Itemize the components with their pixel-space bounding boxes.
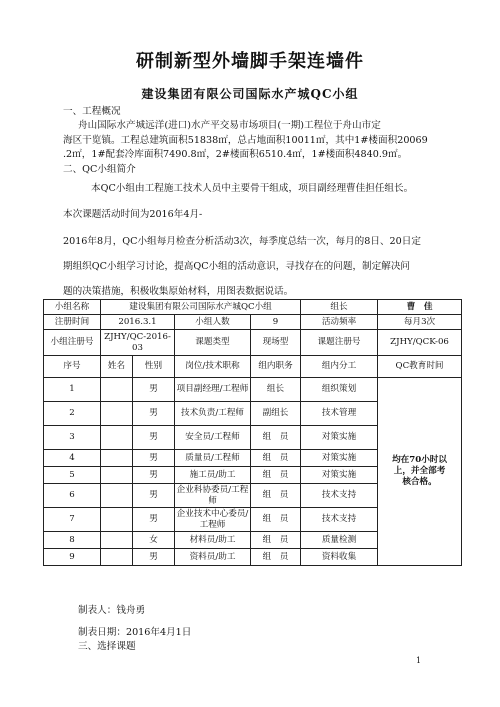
member-duty: 组织策划 xyxy=(301,378,378,402)
value-leader: 曹 佳 xyxy=(378,300,462,315)
member-title: 安全员/工程师 xyxy=(175,426,251,450)
member-no: 3 xyxy=(44,426,101,450)
member-gender: 男 xyxy=(133,467,175,484)
table-row-topic xyxy=(44,330,462,356)
activity-line-4: 题的决策措施，积极收集原始材料，用图表数据说话。 xyxy=(63,286,294,297)
member-role: 组 员 xyxy=(251,484,301,508)
member-title: 质量员/工程师 xyxy=(175,450,251,467)
member-title: 企业技术中心委员/工程师 xyxy=(175,508,251,532)
section-1-line-1: 舟山国际水产城远洋(进口)水产平交易市场项目(一期)工程位于舟山市定 xyxy=(78,120,381,131)
member-duty: 对策实施 xyxy=(301,467,378,484)
header-duty: 组内分工 xyxy=(301,356,378,378)
document-title: 研制新型外墙脚手架连墙件 xyxy=(136,51,364,72)
section-3-heading: 三、选择课题 xyxy=(78,641,136,652)
member-title: 企业科协委员/工程师 xyxy=(175,484,251,508)
member-no: 4 xyxy=(44,450,101,467)
member-name xyxy=(101,426,133,450)
document-subtitle: 建设集团有限公司国际水产城QC小组 xyxy=(141,87,359,101)
header-role: 组内职务 xyxy=(251,356,301,378)
label-member-count: 小组人数 xyxy=(175,315,251,330)
table-row-group-name xyxy=(44,300,462,315)
member-role: 组长 xyxy=(251,378,301,402)
member-title: 技术负责/工程师 xyxy=(175,402,251,426)
member-no: 8 xyxy=(44,532,101,549)
member-role: 组 员 xyxy=(251,450,301,467)
member-duty: 对策实施 xyxy=(301,426,378,450)
member-duty: 对策实施 xyxy=(301,450,378,467)
member-duty: 资料收集 xyxy=(301,549,378,566)
member-no: 1 xyxy=(44,378,101,402)
member-role: 组 员 xyxy=(251,467,301,484)
member-no: 9 xyxy=(44,549,101,566)
label-leader: 组长 xyxy=(301,300,378,315)
header-name: 姓名 xyxy=(101,356,133,378)
member-gender: 男 xyxy=(133,450,175,467)
header-education: QC教育时间 xyxy=(378,356,462,378)
table-row xyxy=(44,378,462,402)
member-no: 5 xyxy=(44,467,101,484)
member-name xyxy=(101,532,133,549)
label-group-reg-no: 小组注册号 xyxy=(44,330,101,356)
member-role: 组 员 xyxy=(251,549,301,566)
value-frequency: 每月3次 xyxy=(378,315,462,330)
member-duty: 技术支持 xyxy=(301,484,378,508)
member-duty: 技术管理 xyxy=(301,402,378,426)
member-title: 资料员/助工 xyxy=(175,549,251,566)
section-1-line-3: .2㎡，1#配套冷库面积7490.8㎡，2#楼面积6510.4㎡，1#楼面积4840.9㎡。 xyxy=(63,149,408,160)
page-number: 1 xyxy=(416,656,422,665)
table-maker: 制表人：钱舟勇 xyxy=(78,605,146,616)
member-gender: 男 xyxy=(133,426,175,450)
member-title: 施工员/助工 xyxy=(175,467,251,484)
value-register-time: 2016.3.1 xyxy=(101,315,175,330)
label-topic-reg-no: 课题注册号 xyxy=(301,330,378,356)
member-gender: 女 xyxy=(133,532,175,549)
table-header-row xyxy=(44,356,462,378)
member-role: 组 员 xyxy=(251,426,301,450)
member-name xyxy=(101,549,133,566)
member-gender: 男 xyxy=(133,402,175,426)
activity-line-1: 本次课题活动时间为2016年4月- xyxy=(63,209,203,220)
label-frequency: 活动频率 xyxy=(301,315,378,330)
member-title: 项目副经理/工程师 xyxy=(175,378,251,402)
member-no: 7 xyxy=(44,508,101,532)
value-group-reg-no: ZJHY/QC-2016-03 xyxy=(101,330,175,356)
section-1-line-2: 海区干览镇。工程总建筑面积51838㎡，总占地面积10011㎡，其中1#楼面积20069 xyxy=(63,135,428,146)
member-role: 副组长 xyxy=(251,402,301,426)
member-name xyxy=(101,508,133,532)
header-title: 岗位/技术职称 xyxy=(175,356,251,378)
member-no: 6 xyxy=(44,484,101,508)
member-gender: 男 xyxy=(133,549,175,566)
value-group-name: 建设集团有限公司国际水产城QC小组 xyxy=(101,300,301,315)
header-gender: 性别 xyxy=(133,356,175,378)
label-group-name: 小组名称 xyxy=(44,300,101,315)
member-title: 材料员/助工 xyxy=(175,532,251,549)
table-row-registration xyxy=(44,315,462,330)
member-name xyxy=(101,484,133,508)
member-duty: 技术支持 xyxy=(301,508,378,532)
member-name xyxy=(101,467,133,484)
member-name xyxy=(101,450,133,467)
value-topic-type: 现场型 xyxy=(251,330,301,356)
section-2-heading: 二、QC小组简介 xyxy=(63,164,136,175)
value-topic-reg-no: ZJHY/QCK-06 xyxy=(378,330,462,356)
member-gender: 男 xyxy=(133,508,175,532)
education-note: 均在70小时以上，并全部考核合格。 xyxy=(378,378,462,566)
table-date: 制表日期：2016年4月1日 xyxy=(78,627,192,638)
qc-group-table xyxy=(43,299,462,566)
activity-line-3: 期组织QC小组学习讨论，提高QC小组的活动意识，寻找存在的问题，制定解决问 xyxy=(63,261,411,272)
header-no: 序号 xyxy=(44,356,101,378)
member-role: 组 员 xyxy=(251,532,301,549)
section-2-paragraph: 本QC小组由工程施工技术人员中主要骨干组成，项目副经理曹佳担任组长。 xyxy=(91,183,414,194)
label-topic-type: 课题类型 xyxy=(175,330,251,356)
member-name xyxy=(101,378,133,402)
label-register-time: 注册时间 xyxy=(44,315,101,330)
member-name xyxy=(101,402,133,426)
member-gender: 男 xyxy=(133,484,175,508)
value-member-count: 9 xyxy=(251,315,301,330)
member-no: 2 xyxy=(44,402,101,426)
member-gender: 男 xyxy=(133,378,175,402)
member-role: 组 员 xyxy=(251,508,301,532)
activity-line-2: 2016年8月，QC小组每月检查分析活动3次，每季度总结一次，每月的8日、20日定 xyxy=(63,236,421,247)
member-duty: 质量检测 xyxy=(301,532,378,549)
section-1-heading: 一、工程概况 xyxy=(63,106,121,117)
